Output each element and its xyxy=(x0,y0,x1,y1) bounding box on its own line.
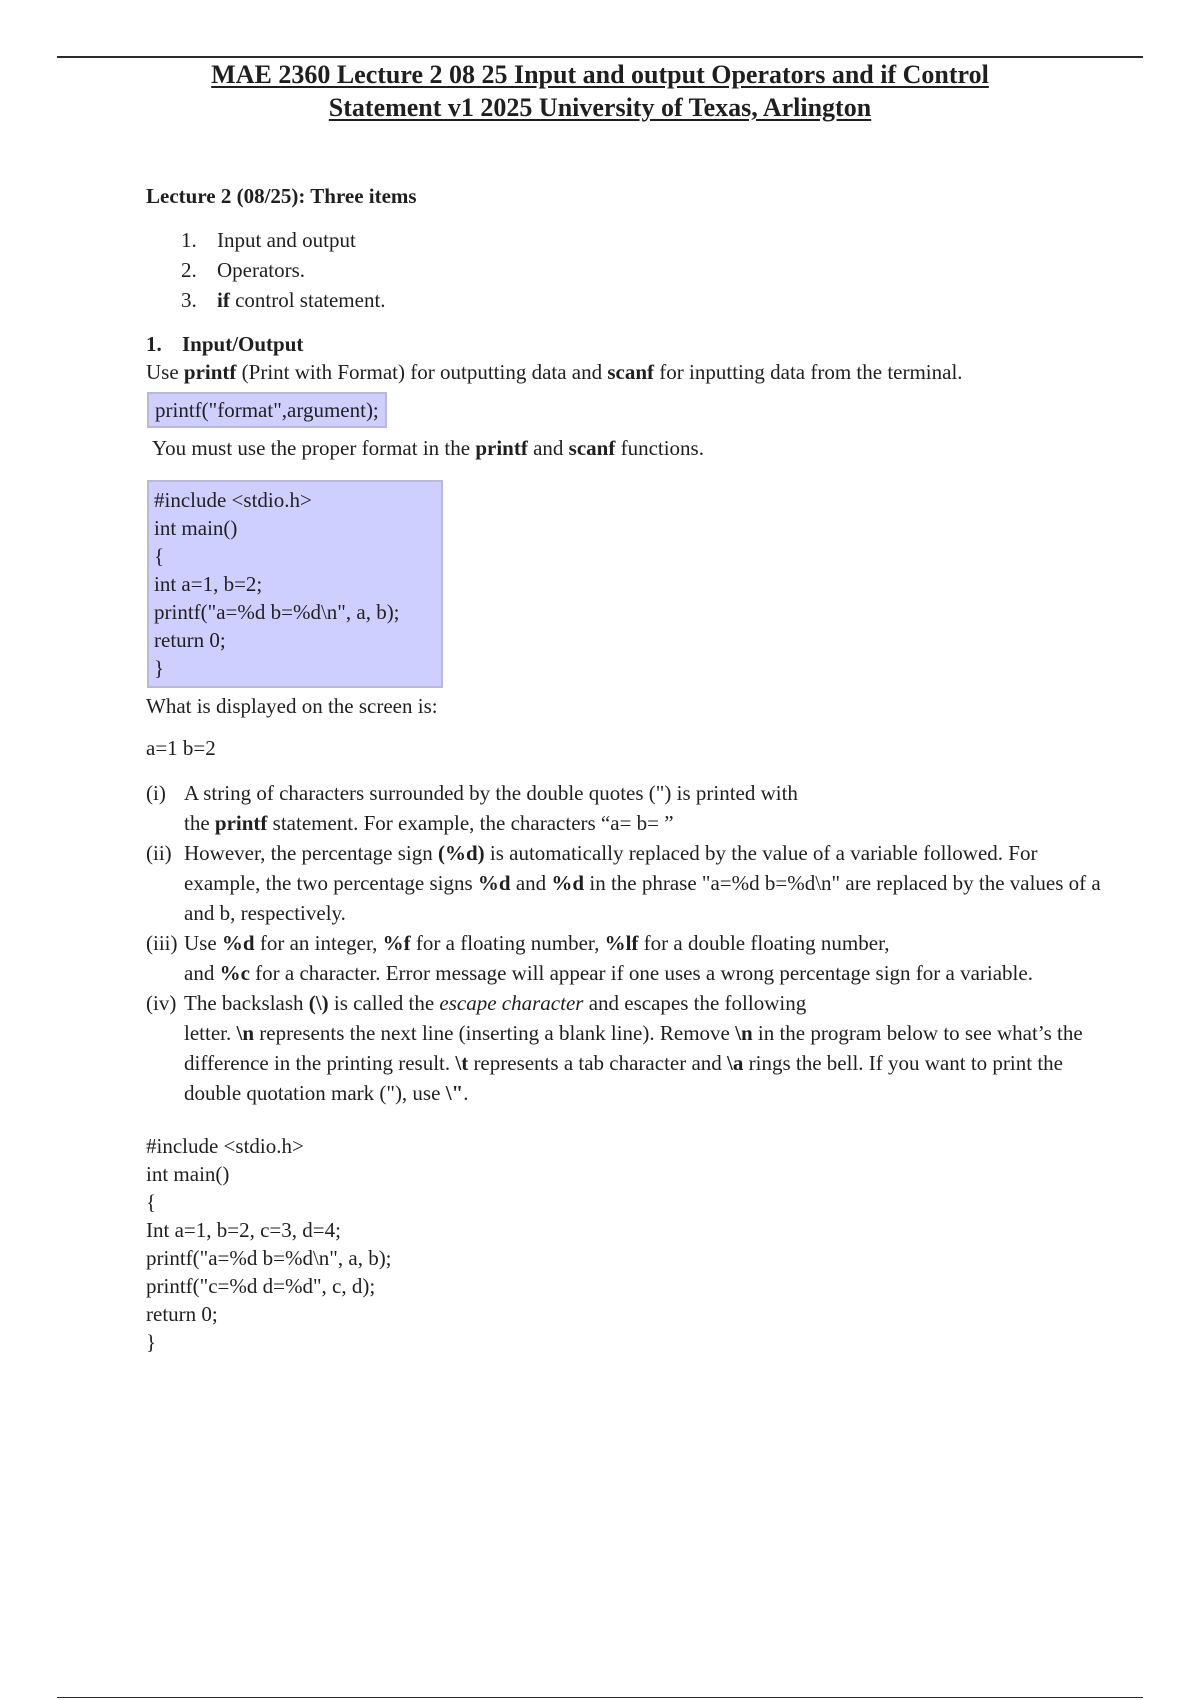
title-line-2: Statement v1 2025 University of Texas, Arlington xyxy=(328,93,872,122)
note-text: Use %d for an integer, %f for a floating number, %lf for a double floating number, and %c for a character. Error message will appear if one uses a wrong percentage sign for a variable. xyxy=(184,931,1033,985)
list-item xyxy=(181,256,1106,286)
code-line: { xyxy=(146,1190,157,1214)
notes-list xyxy=(146,778,1106,1108)
note-item xyxy=(146,928,1106,988)
list-item xyxy=(181,286,1106,316)
code-line: #include <stdio.h> xyxy=(154,488,312,512)
section-heading xyxy=(146,330,1106,358)
note-marker: (iii) xyxy=(146,931,178,955)
list-item-label: control statement. xyxy=(229,288,386,312)
list-number: 1. xyxy=(181,228,197,252)
code-line: } xyxy=(154,656,165,680)
note-marker: (iv) xyxy=(146,991,177,1015)
list-item-label: Operators. xyxy=(217,258,306,282)
section-number: 1. xyxy=(146,332,162,356)
printf-syntax-box: printf("format",argument); xyxy=(147,392,387,428)
note-text: However, the percentage sign (%d) is automatically replaced by the value of a variable followed. For example, the two percentage signs %d and %d in the phrase "a=%d b=%d\n" are replaced by the values of a and b, respectively. xyxy=(184,841,1101,925)
note-marker: (ii) xyxy=(146,841,172,865)
bottom-rule xyxy=(57,1697,1143,1698)
code-line: Int a=1, b=2, c=3, d=4; xyxy=(146,1218,341,1242)
lecture-heading: Lecture 2 (08/25): Three items xyxy=(146,184,417,208)
code-line: printf("a=%d b=%d\n", a, b); xyxy=(154,600,400,624)
note-item xyxy=(146,838,1106,928)
code-line: int a=1, b=2; xyxy=(154,572,263,596)
document-title xyxy=(57,58,1143,124)
example-code-box xyxy=(147,480,443,688)
code-line: #include <stdio.h> xyxy=(146,1134,304,1158)
section-title: Input/Output xyxy=(182,332,304,356)
intro-paragraph: Use printf (Print with Format) for outputting data and scanf for inputting data from the terminal. xyxy=(146,360,963,384)
keyword-if: if xyxy=(217,288,230,312)
note-item xyxy=(146,778,1106,838)
list-item-label: Input and output xyxy=(217,228,356,252)
note-marker: (i) xyxy=(146,781,166,805)
example-code-plain xyxy=(146,1132,1106,1356)
title-line-1: MAE 2360 Lecture 2 08 25 Input and output Operators and if Control xyxy=(211,60,989,89)
format-note: You must use the proper format in the printf and scanf functions. xyxy=(152,436,704,460)
code-line: { xyxy=(154,544,165,568)
code-line: return 0; xyxy=(154,628,226,652)
code-line: return 0; xyxy=(146,1302,218,1326)
display-label: What is displayed on the screen is: xyxy=(146,694,438,718)
program-output: a=1 b=2 xyxy=(146,736,216,760)
keyword-scanf: scanf xyxy=(568,436,616,460)
code-line: printf("a=%d b=%d\n", a, b); xyxy=(146,1246,392,1270)
note-text: A string of characters surrounded by the double quotes (") is printed with the printf statement. For example, the characters “a= b= ” xyxy=(184,781,798,835)
keyword-printf: printf xyxy=(183,360,237,384)
code-line: } xyxy=(146,1330,157,1354)
code-line: int main() xyxy=(146,1162,230,1186)
code-line: int main() xyxy=(154,516,238,540)
topic-list xyxy=(181,226,1106,316)
keyword-printf: printf xyxy=(475,436,528,460)
note-item xyxy=(146,988,1106,1108)
code-line: printf("c=%d d=%d", c, d); xyxy=(146,1274,376,1298)
keyword-scanf: scanf xyxy=(607,360,655,384)
list-number: 2. xyxy=(181,258,197,282)
list-number: 3. xyxy=(181,288,197,312)
document-body xyxy=(146,182,1106,1356)
list-item xyxy=(181,226,1106,256)
note-text: The backslash (\) is called the escape character and escapes the following letter. \n represents the next line (inserting a blank line). Remove \n in the program below to see what’s the difference in the printing result. \t represents a tab character and \a rings the bell. If you want to print the double quotation mark ("), use \". xyxy=(184,991,1083,1105)
